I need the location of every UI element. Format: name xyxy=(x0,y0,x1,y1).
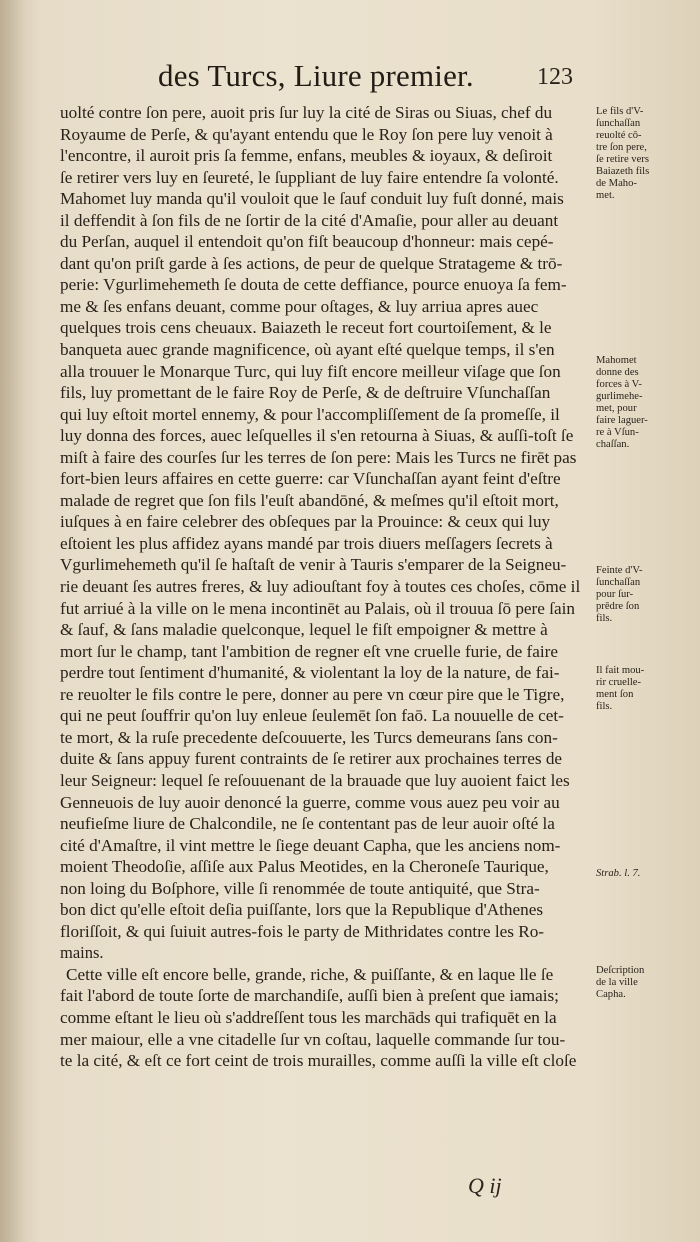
margin-note-line: ment ſon xyxy=(596,689,634,700)
text-line: perie: Vgurlimehemeth ſe douta de cette deffiance, pource enuoya ſa fem- xyxy=(60,275,567,295)
margin-note-line: met. xyxy=(596,190,615,201)
text-line: leur Seigneur: lequel ſe reſouuenant de la brauade que luy auoient faict les xyxy=(60,770,570,790)
margin-note-line: fils. xyxy=(596,613,613,624)
main-text-block xyxy=(60,102,581,1072)
text-line: Royaume de Perſe, & qu'ayant entendu que le Roy ſon pere luy venoit à xyxy=(60,124,553,144)
margin-note-line: fils. xyxy=(596,701,613,712)
text-line: Vgurlimehemeth qu'il ſe haſtaſt de venir à Tauris s'emparer de la Seigneu- xyxy=(60,555,567,575)
text-line: re reuolter le fils contre le pere, donner au pere vn cœur pire que le Tigre, xyxy=(60,684,565,704)
text-line: malade de regret que ſon fils l'euſt abandōné, & meſmes qu'il eſtoit mort, xyxy=(60,490,559,510)
margin-note-line: donne des xyxy=(596,367,639,378)
text-line: perdre tout ſentiment d'humanité, & violentant la loy de la nature, de fai- xyxy=(60,663,560,683)
margin-note-line: Baiazeth fils xyxy=(596,166,650,177)
margin-note-line: ſe retire vers xyxy=(596,154,649,165)
text-line: Genneuois de luy auoir denoncé la guerre, comme vous auez peu voir au xyxy=(60,792,560,812)
text-line: qui ne peut ſouffrir qu'on luy enleue ſeulemēt ſon faō. La nouuelle de cet- xyxy=(60,706,564,726)
running-title: des Turcs, Liure premier. xyxy=(158,58,474,93)
text-line: quelques trois cens cheuaux. Baiazeth le receut fort courtoiſement, & le xyxy=(60,318,552,338)
margin-note-line: Strab. l. 7. xyxy=(596,868,641,879)
margin-note-line: re à Vſun- xyxy=(596,427,639,438)
margin-note-line: ſunchaſſan xyxy=(596,118,641,129)
page-number: 123 xyxy=(537,64,573,90)
text-line: fils, luy promettant de le faire Roy de Perſe, & de deſtruire Vſunchaſſan xyxy=(60,383,551,403)
margin-note xyxy=(596,355,696,451)
text-line: uolté contre ſon pere, auoit pris ſur luy la cité de Siras ou Siuas, chef du xyxy=(60,103,553,122)
text-line: luy donna des forces, auec leſquelles il s'en retourna à Siuas, & auſſi-toſt ſe xyxy=(60,426,574,446)
text-line: te la cité, & eſt ce fort ceint de trois murailles, comme auſſi la ville eſt cloſe xyxy=(60,1051,577,1071)
margin-note-line: Feinte d'V- xyxy=(596,565,643,576)
margin-note-line: gurlimehe- xyxy=(596,391,643,402)
margin-note-line: Mahomet xyxy=(596,355,637,366)
margin-note xyxy=(596,868,696,880)
margin-note-line: forces à V- xyxy=(596,379,642,390)
text-line: alla trouuer le Monarque Turc, qui luy fiſt encore meilleur viſage que ſon xyxy=(60,361,561,381)
text-line: miſt à faire des courſes ſur les terres de ſon pere: Mais les Turcs ne firēt pas xyxy=(60,447,577,467)
text-line: Mahomet luy manda qu'il vouloit que le ſauf conduit luy fuſt donné, mais xyxy=(60,189,564,209)
text-line: rie deuant ſes autres freres, & luy adiouſtant foy à toutes ces choſes, cōme il xyxy=(60,577,581,597)
margin-note-line: pour ſur- xyxy=(596,589,634,600)
text-line: l'encontre, il auroit pris ſa femme, enfans, meubles & ioyaux, & deſiroit xyxy=(60,146,553,166)
margin-note-line: reuolté cō- xyxy=(596,130,642,141)
margin-note-line: Le fils d'V- xyxy=(596,106,644,117)
margin-note-line: prēdre ſon xyxy=(596,601,640,612)
margin-note-line: Il fait mou- xyxy=(596,665,645,676)
text-line: floriſſoit, & qui ſuiuit autres-fois le party de Mithridates contre les Ro- xyxy=(60,921,545,941)
gutter-shadow xyxy=(0,0,26,1242)
text-line: duite & ſans appuy furent contraints de ſe retirer aux prochaines terres de xyxy=(60,749,563,769)
text-line: bon dict qu'elle eſtoit deſia puiſſante, lors que la Republique d'Athenes xyxy=(60,900,544,920)
text-line: neufieſme liure de Chalcondile, ne ſe contentant pas de leur auoir oſté la xyxy=(60,814,555,834)
text-line: & ſauf, & ſans maladie quelconque, lequel le fiſt empoigner & mettre à xyxy=(60,620,548,640)
margin-note-line: met, pour xyxy=(596,403,637,414)
text-line: fait l'abord de toute ſorte de marchandiſe, auſſi bien à preſent que iamais; xyxy=(60,986,559,1006)
text-line: cité d'Amaſtre, il vint mettre le ſiege deuant Capha, que les anciens nom- xyxy=(60,835,561,855)
text-line: iuſques à en faire celebrer des obſeques par la Prouince: & ceux qui luy xyxy=(60,512,551,532)
text-line: du Perſan, auquel il entendoit qu'on fiſt beaucoup d'honneur: mais cepé- xyxy=(60,232,554,252)
text-line: il deffendit à ſon fils de ne ſortir de la cité d'Amaſie, pour aller au deuant xyxy=(60,210,559,230)
margin-note xyxy=(596,965,696,1001)
page-header xyxy=(0,58,700,98)
text-line: te mort, & la ruſe precedente deſcouuerte, les Turcs demeurans ſans con- xyxy=(60,727,558,747)
text-line: qui luy eſtoit mortel ennemy, & pour l'accompliſſement de ſa promeſſe, il xyxy=(60,404,560,424)
margin-note-line: Capha. xyxy=(596,989,626,1000)
margin-note xyxy=(596,565,696,625)
margin-note-line: faire laguer- xyxy=(596,415,648,426)
margin-note-line: rir cruelle- xyxy=(596,677,641,688)
text-line: fort-bien leurs affaires en cette guerre: car Vſunchaſſan ayant feint d'eſtre xyxy=(60,469,561,489)
margin-note-line: tre ſon pere, xyxy=(596,142,647,153)
margin-note-line: de Maho- xyxy=(596,178,637,189)
margin-note-line: Deſcription xyxy=(596,965,645,976)
margin-note xyxy=(596,106,696,202)
text-line: mains. xyxy=(60,943,104,963)
margin-note-line: ſunchaſſan xyxy=(596,577,641,588)
text-line: ſe retirer vers luy en ſeureté, le ſuppliant de luy faire entendre ſa volonté. xyxy=(60,167,559,187)
text-line: eſtoient les plus affidez ayans mandé par trois diuers meſſagers ſecrets à xyxy=(60,533,553,553)
text-line: non loing du Boſphore, ville ſi renommée de toute antiquité, que Stra- xyxy=(60,878,540,898)
text-line: moient Theodoſie, aſſiſe aux Palus Meotides, en la Cheroneſe Taurique, xyxy=(60,857,549,877)
margin-note-line: chaſſan. xyxy=(596,439,630,450)
text-line: comme eſtant le lieu où s'addreſſent tous les marchāds qui trafiquēt en la xyxy=(60,1007,557,1027)
text-line: banqueta auec grande magnificence, où ayant eſté quelque temps, il s'en xyxy=(60,340,555,360)
text-line: dant qu'on priſt garde à ſes actions, de peur de quelque Stratageme & trō- xyxy=(60,253,563,273)
text-line: me & ſes enfans deuant, comme pour oſtages, & luy arriua apres auec xyxy=(60,296,539,316)
margin-note-line: de la ville xyxy=(596,977,638,988)
text-line: Cette ville eſt encore belle, grande, riche, & puiſſante, & en laque lle ſe xyxy=(66,964,554,984)
text-line: mer maiour, elle a vne citadelle ſur vn coſtau, laquelle commande ſur tou- xyxy=(60,1029,566,1049)
text-line: fut arriué à la ville on le mena incontinēt au Palais, où il trouua ſō pere ſain xyxy=(60,598,575,618)
text-line: mort ſur le champ, tant l'ambition de regner eſt vne cruelle furie, de faire xyxy=(60,641,558,661)
signature-mark: Q ij xyxy=(468,1173,502,1198)
margin-note xyxy=(596,665,696,713)
